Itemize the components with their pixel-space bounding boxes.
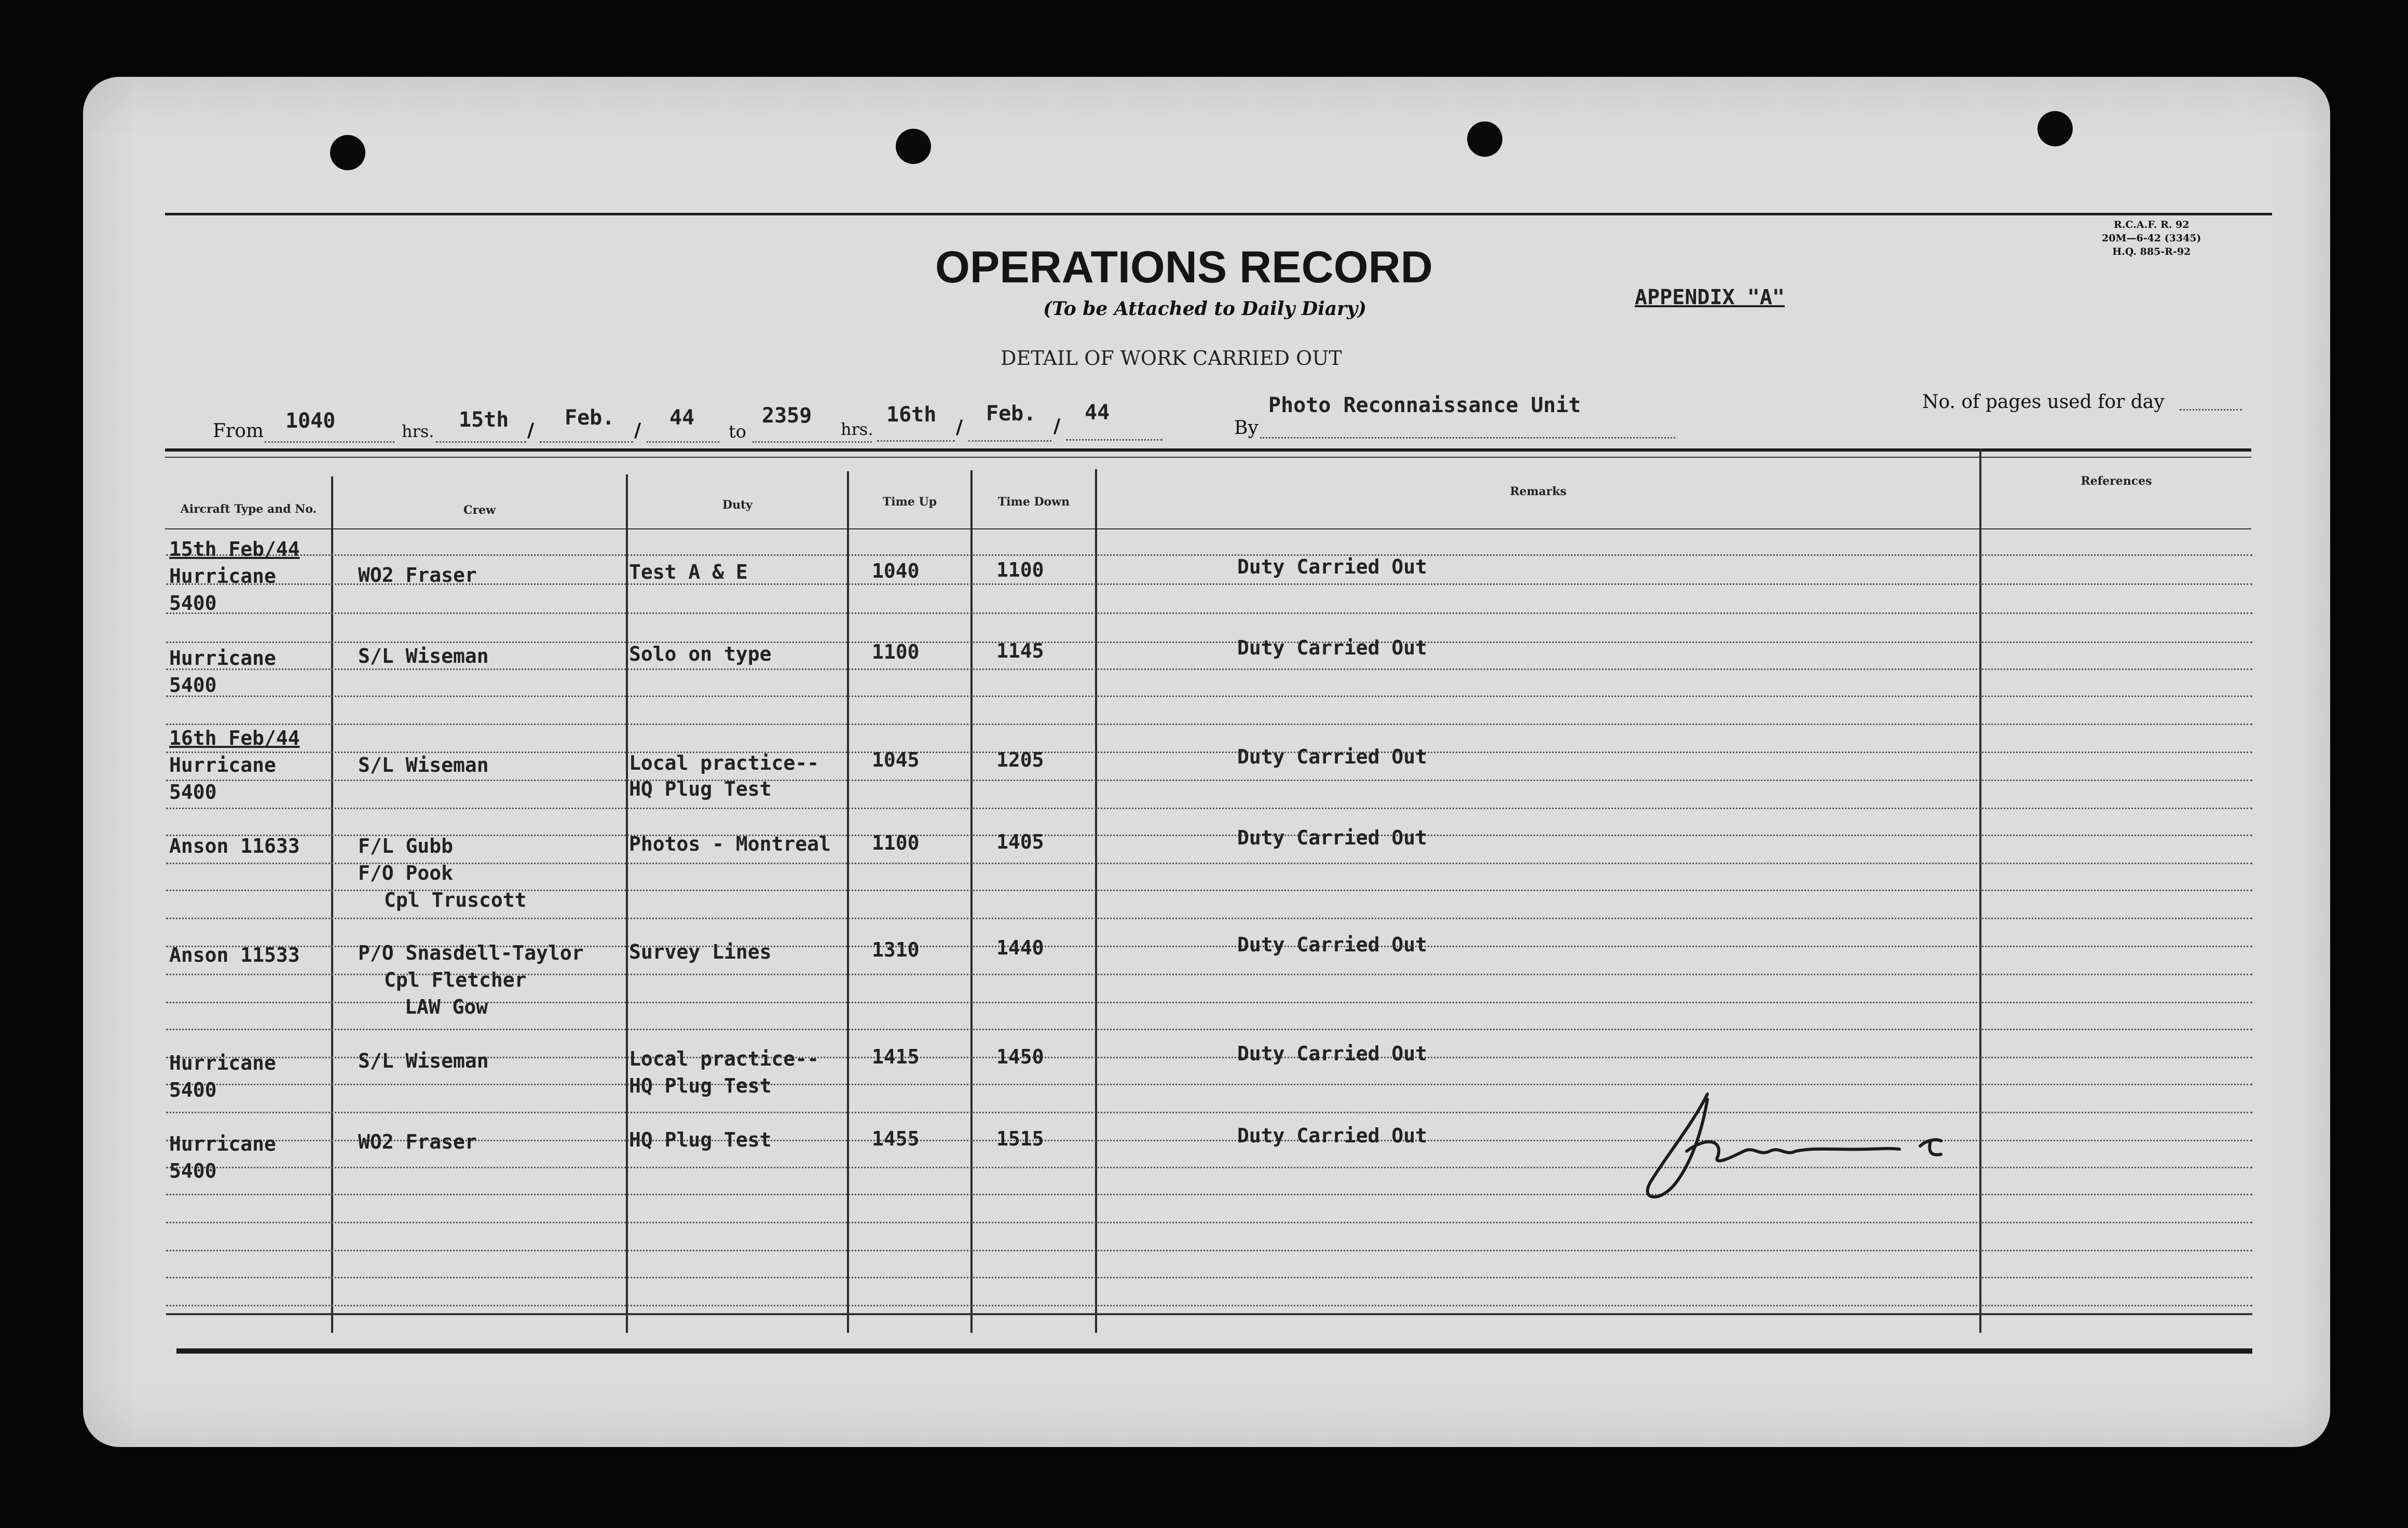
row-guide	[166, 583, 2252, 585]
aircraft-number: 5400	[169, 1159, 217, 1182]
column-divider	[970, 470, 973, 1333]
crew-member: WO2 Fraser	[358, 1130, 477, 1153]
col-header-aircraft: Aircraft Type and No.	[180, 502, 317, 516]
aircraft-number: 5400	[169, 1079, 217, 1101]
time-up: 1455	[872, 1127, 920, 1150]
from-year: 44	[669, 406, 695, 430]
row-guide	[166, 835, 2252, 836]
col-header-time-up: Time Up	[882, 495, 937, 509]
to-time-dotline	[752, 441, 872, 443]
crew-member: S/L Wiseman	[358, 645, 489, 667]
aircraft-type: Anson 11633	[169, 835, 300, 857]
crew-member: Cpl Truscott	[384, 889, 527, 911]
row-guide	[166, 1305, 2252, 1306]
table-bottom-rule	[176, 1348, 2252, 1354]
to-label: to	[729, 421, 747, 442]
page-title: OPERATIONS RECORD	[935, 242, 1433, 292]
crew-member: F/O Pook	[358, 862, 454, 884]
detail-heading: DETAIL OF WORK CARRIED OUT	[1001, 347, 1342, 370]
date-slash: /	[634, 419, 641, 441]
row-guide	[166, 554, 2252, 556]
to-month-dotline	[968, 440, 1051, 442]
time-up: 1040	[872, 560, 920, 582]
duty: Solo on type	[629, 643, 772, 665]
row-guide	[166, 612, 2252, 614]
remarks: Duty Carried Out	[1237, 555, 1428, 578]
time-down: 1440	[996, 936, 1044, 959]
col-header-references: References	[2081, 474, 2152, 488]
punch-hole	[896, 129, 931, 164]
remarks: Duty Carried Out	[1237, 1042, 1428, 1065]
form-ref-line1: R.C.A.F. R. 92	[2114, 219, 2190, 230]
aircraft-type: Hurricane	[169, 565, 276, 588]
remarks: Duty Carried Out	[1237, 636, 1428, 659]
aircraft-type: Anson 11533	[169, 944, 300, 966]
by-unit-dotline	[1260, 437, 1675, 439]
time-down: 1405	[996, 830, 1044, 853]
date-slash: /	[956, 416, 963, 438]
to-year-dotline	[1066, 439, 1162, 441]
row-guide	[166, 695, 2252, 697]
aircraft-number: 5400	[169, 674, 217, 697]
aircraft-type: Hurricane	[169, 1133, 276, 1155]
time-down: 1450	[996, 1045, 1044, 1068]
punch-hole	[2037, 111, 2073, 146]
aircraft-type: Hurricane	[169, 1052, 276, 1074]
aircraft-number: 5400	[169, 781, 217, 803]
to-day: 16th	[886, 403, 937, 427]
appendix-label: APPENDIX "A"	[1635, 285, 1785, 309]
from-label: From	[213, 420, 264, 442]
remarks: Duty Carried Out	[1237, 933, 1428, 956]
row-guide	[166, 724, 2252, 725]
pages-used-label: No. of pages used for day	[1922, 391, 2165, 413]
row-date: 16th Feb/44	[169, 727, 300, 749]
row-guide	[166, 1277, 2252, 1278]
crew-member: P/O Snasdell-Taylor	[358, 942, 584, 964]
column-divider	[626, 474, 628, 1333]
duty: Local practice--	[629, 752, 819, 774]
duty-line2: HQ Plug Test	[629, 777, 772, 800]
to-day-dotline	[877, 440, 955, 442]
pages-used-dotline	[2180, 409, 2242, 411]
from-time: 1040	[285, 409, 336, 433]
aircraft-type: Hurricane	[169, 754, 276, 776]
col-header-crew: Crew	[463, 503, 496, 517]
row-guide	[166, 1029, 2252, 1030]
time-down: 1515	[996, 1127, 1044, 1150]
from-time-dotline	[265, 441, 394, 443]
to-month: Feb.	[986, 402, 1036, 426]
from-year-dotline	[647, 441, 719, 443]
duty: Test A & E	[629, 561, 748, 583]
duty-line2: HQ Plug Test	[629, 1074, 772, 1097]
time-down: 1145	[996, 639, 1044, 662]
duty: Photos - Montreal	[629, 833, 831, 855]
punch-hole	[1467, 121, 1502, 157]
date-slash: /	[1054, 415, 1061, 437]
to-time: 2359	[762, 404, 812, 428]
to-year: 44	[1085, 401, 1110, 425]
duty: Survey Lines	[629, 940, 772, 963]
table-bottom-rule-inner	[166, 1313, 2252, 1315]
hrs-label: hrs.	[841, 419, 873, 439]
time-up: 1100	[872, 831, 920, 854]
time-down: 1205	[996, 748, 1044, 771]
from-day: 15th	[459, 408, 509, 432]
time-down: 1100	[996, 558, 1044, 581]
punch-hole	[330, 135, 365, 170]
operations-record-form	[83, 77, 2330, 1447]
by-unit: Photo Reconnaissance Unit	[1268, 393, 1581, 417]
col-header-duty: Duty	[722, 498, 753, 512]
header-bottom-rule	[165, 528, 2251, 529]
handwritten-signature	[1630, 1079, 2003, 1213]
crew-member: S/L Wiseman	[358, 754, 489, 776]
crew-member: Cpl Fletcher	[384, 968, 527, 991]
time-up: 1045	[872, 748, 920, 771]
crew-member: WO2 Fraser	[358, 564, 477, 586]
form-reference	[2102, 218, 2201, 258]
aircraft-number: 5400	[169, 592, 217, 615]
column-divider	[1095, 469, 1097, 1333]
by-label: By	[1234, 417, 1258, 439]
crew-member: S/L Wiseman	[358, 1049, 489, 1072]
time-up: 1310	[872, 938, 920, 961]
row-guide	[166, 808, 2252, 809]
from-month-dotline	[540, 441, 633, 443]
remarks: Duty Carried Out	[1237, 745, 1428, 768]
table-top-rule-inner	[165, 457, 2251, 458]
from-month: Feb.	[565, 406, 615, 430]
column-divider	[847, 471, 849, 1333]
table-top-rule	[165, 448, 2251, 452]
remarks: Duty Carried Out	[1237, 826, 1428, 849]
remarks: Duty Carried Out	[1237, 1124, 1428, 1147]
form-ref-line3: H.Q. 885-R-92	[2112, 246, 2191, 257]
crew-member: F/L Gubb	[358, 835, 454, 857]
row-guide	[166, 863, 2252, 864]
page-subtitle: (To be Attached to Daily Diary)	[1043, 298, 1367, 320]
row-guide	[166, 780, 2252, 781]
hrs-label: hrs.	[402, 421, 434, 441]
row-date: 15th Feb/44	[169, 538, 300, 561]
duty: HQ Plug Test	[629, 1128, 772, 1151]
top-rule	[165, 213, 2272, 215]
crew-member: LAW Gow	[405, 995, 488, 1018]
col-header-time-down: Time Down	[997, 495, 1070, 509]
time-up: 1100	[872, 640, 920, 663]
column-divider	[331, 476, 333, 1333]
row-guide	[166, 1250, 2252, 1251]
form-ref-line2: 20M—6-42 (3345)	[2102, 233, 2201, 244]
row-guide	[166, 918, 2252, 919]
time-up: 1415	[872, 1045, 920, 1068]
date-slash: /	[527, 419, 535, 441]
from-day-dotline	[436, 441, 526, 443]
row-guide	[166, 1222, 2252, 1223]
duty: Local practice--	[629, 1047, 819, 1070]
col-header-remarks: Remarks	[1510, 485, 1567, 498]
aircraft-type: Hurricane	[169, 647, 276, 670]
